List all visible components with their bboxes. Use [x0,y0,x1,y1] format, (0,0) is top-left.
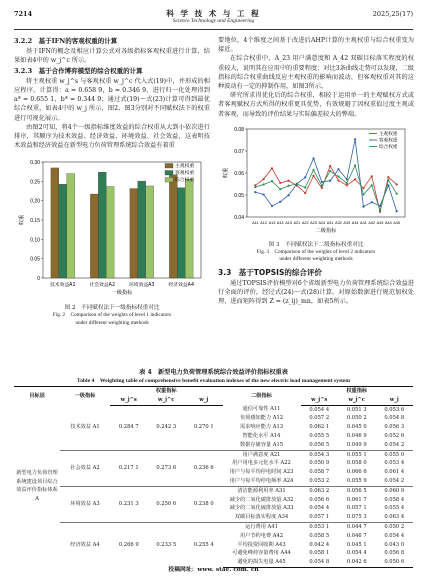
bar [169,175,177,278]
x-tick-label: A11 [252,220,259,225]
legend-swatch [165,164,173,169]
cell-level2-weight: 0.046 7 [346,532,367,539]
table-row [14,405,413,414]
data-point [387,184,389,186]
x-tick-label: A34 [351,220,359,225]
data-point [362,205,364,207]
journal-title-en: Science Technology and Engineering [172,18,255,24]
data-point [254,191,256,193]
figure-3 [221,123,411,241]
bar [98,173,106,279]
cell-level2-name: 需求响应能力 A13 [239,424,284,431]
cell-level1-name: 经济效益 A4 [60,522,110,567]
cell-level2-weight: 0.063 4 [384,514,405,521]
x-tick-label: A21 [293,220,301,225]
figure-2 [17,154,207,304]
cell-level2-weight: 0.058 7 [309,469,330,476]
figure-2-caption-cn: 图 2 不同赋权法下一级指标权重对比 [64,305,160,312]
cell-level2-weight: 0.053 1 [301,522,339,531]
bar [138,182,146,279]
x-tick-label: 经济效益A4 [168,283,195,289]
cell-level2-weight: 0.066 6 [346,469,367,476]
data-point [312,157,314,159]
bar [51,168,59,278]
cell-level1-name: 社会效益 A2 [60,450,110,486]
page-number: 7214 [14,10,33,18]
section-3-3-title: 3.3 基于TOPSIS的综合评价 [218,267,322,277]
cell-level2-weight: 0.058 5 [309,532,330,539]
cell-level1-ws: 0.217 1 [110,450,148,486]
data-point [271,167,273,169]
data-point [362,187,364,189]
left-column [14,36,210,327]
right-column [218,36,414,307]
cell-level2-name: 运行费用 A41 [223,522,301,531]
section-3-2-3-title: 3.2.3 基于合作博弈模型的综合权重的计算 [14,66,143,75]
cell-level2-weight: 0.075 3 [346,514,367,521]
data-point [312,169,314,171]
table-row [14,450,413,459]
cell-level2-name: 负荷感知能力 A12 [239,415,284,422]
data-point [263,178,265,180]
section-3-2-3-paragraph-1: 将主观权重 w_j^s 与客观权重 w_j^c 代入式(19)中，并形成的相应程序，计算得：a = 0.658 9，b = 0.346 9，进行归一化处理得到 a* = 0.655 1，b* = 0.344 9；通过式(19)～式(23)计算可得到最优综合权重，如表4中的 w_j 所示，图2、图3分别对不同赋权法下的权重进行可视化展示。 [14,77,210,122]
cell-level2-weight: 0.056 5 [309,441,330,448]
x-tick-label: A12 [260,220,268,225]
x-tick-label: A14 [276,220,284,225]
th-ws-2: w_j^s [301,396,339,405]
y-tick-label: 0.04 [234,214,244,221]
bar [90,194,98,278]
section-3-2-2-title: 3.2.2 基于IFN的客观权重的计算 [14,37,118,45]
cell-level2-weight: 0.062 1 [309,424,330,431]
data-point [279,188,281,190]
data-point [329,179,331,181]
cell-level2-name: 用户用电多元化水平 A22 [232,460,291,467]
data-point [287,194,289,196]
cell-level2-weight: 0.050 6 [376,558,414,567]
cell-level2-weight: 0.054 3 [301,450,339,459]
data-point [396,183,398,185]
cell-level2-weight: 0.056 3 [384,424,405,431]
cell-level1-wc: 0.273 6 [148,450,186,486]
right-paragraph-3: 研究所求得优化后的综合权重，相较于运用单一的主观赋权方式或者客观赋权方式所得的权重更具优势，有效规避了因权重值过度主观或者客观，而导致的评价结果与实际偏差较大的弊端。 [218,92,414,118]
cell-level2-weight: 0.050 2 [346,415,367,422]
cell-level2-weight: 0.051 3 [346,406,367,413]
cell-level2-weight: 0.053 4 [384,460,405,467]
cell-level2-weight: 0.044 7 [338,522,376,531]
legend-label: 客观权重 [379,138,398,144]
figure-2-caption-en-line2: under different weighting methods [75,319,149,326]
x-tick-label: A43 [376,220,384,225]
figure-2-bar-chart [17,154,207,304]
cell-level2-weight: 0.050 9 [309,460,330,467]
th-wc-2: w_j^c [338,396,376,405]
journal-title-cn: 科 学 技 术 与 工 程 [166,9,261,18]
figure-3-caption-en: Fig. 3 Comparison of the weights of level 2 indicators [256,248,376,255]
table-row [14,522,413,531]
data-point [387,179,389,181]
cell-level1-w: 0.270 1 [193,424,214,431]
cell-level2-weight: 0.055 5 [309,432,330,439]
bar [67,174,75,278]
data-point [304,186,306,188]
th-target: 目标层 [14,387,60,406]
cell-level2-weight: 0.053 2 [309,477,330,484]
data-point [321,187,323,189]
data-point [371,184,373,186]
cell-level2-weight: 0.057 2 [309,415,330,422]
data-point [371,201,373,203]
th-ws-1: w_j^s [110,396,148,405]
data-point [287,184,289,186]
cell-level1-ws: 0.231 3 [110,486,148,522]
cell-level2-name: 用户节约电费 A42 [239,532,284,539]
data-point [362,193,364,195]
cell-level2-name: 避免的损失电量 A45 [223,558,301,567]
section-3-3-paragraph: 通过TOPSIS评价模型对6个省级新型电力负荷管理系统综合效益进行全面的评价，经过式(24)～式(28)计算，对原始数据进行规范加权处理，进而矩阵得到 Z = (z_ij)_mn，如表5所示。 [218,280,414,306]
cell-level2-weight: 0.055 0 [376,450,414,459]
x-tick-label: A24 [318,220,326,225]
figure-3-caption-en-line2: under different weighting methods [279,256,353,263]
x-tick-label: A13 [268,220,276,225]
right-paragraph-1: 要地位，4个维度之间基于改进后AHP计算的主观权重与综合权重变为接近。 [218,37,414,54]
data-point [296,183,298,185]
cell-level1-wc: 0.242 3 [156,424,177,431]
cell-level2-weight: 0.050 2 [376,522,414,531]
data-point [354,138,356,140]
cell-level1-w: 0.236 6 [185,450,223,486]
cell-level2-name: 数据存储容量 A15 [239,441,284,448]
section-3-2-3-paragraph-2: 由图2可知，将4个一级指标维度效益的综合权重从大到小依次进行排序，其顺序为技术效益、经济效益、环境效益、社会效益，这表明技术效益和经济效益在新型电力负荷管理系统综合效益有着重 [14,123,210,150]
cell-level2-weight: 0.056 5 [338,486,376,495]
y-tick-label: 0.10 [30,237,40,244]
th-wc-1: w_j^c [148,396,186,405]
data-point [396,192,398,194]
page-header [14,8,413,30]
data-point [279,182,281,184]
cell-level2-weight: 0.045 1 [346,541,367,548]
cell-level2-weight: 0.053 6 [384,406,405,413]
data-point [271,180,273,182]
cell-level2-name: 用户与每平均停电时间 A23 [229,469,294,476]
cell-level2-name: 智能化水平 A14 [242,432,281,439]
cell-level2-name: 双碳目标落实程度 A34 [234,514,289,521]
cell-level2-name: 用户满意度 A21 [223,450,301,459]
cell-level2-weight: 0.055 4 [384,505,405,512]
data-point [263,183,265,185]
legend-label: 主观权重 [175,164,195,170]
cell-level2-name: 清洁能源利用率 A31 [223,486,301,495]
y-tick-label: 0.08 [234,126,244,133]
x-tick-label: A44 [384,220,392,225]
cell-level2-weight: 0.054 2 [384,441,405,448]
data-point [346,184,348,186]
cell-level2-weight: 0.052 6 [384,432,405,439]
th-w-1: w_j [185,396,223,405]
bar [130,189,138,278]
cell-level2-weight: 0.045 0 [346,424,367,431]
data-point [379,209,381,211]
y-tick-label: 0.20 [30,199,40,206]
cell-level2-weight: 0.046 9 [346,432,367,439]
data-point [337,175,339,177]
cell-level1-name: 技术效益 A1 [70,423,100,430]
th-weight-index-2: 权重指标 [301,387,414,396]
cell-level2-weight: 0.058 0 [346,460,367,467]
cell-level1-ws: 0.266 9 [110,522,148,567]
legend-swatch [165,171,173,176]
x-tick-label: A42 [368,220,376,225]
journal-issue: 2025,25(17) [372,10,413,18]
data-point [396,210,398,212]
cell-level2-weight: 0.042 6 [338,558,376,567]
data-point [271,205,273,207]
data-point [312,175,314,177]
bar [59,185,67,279]
cell-level2-weight: 0.054 8 [384,415,405,422]
data-point [329,170,331,172]
legend-label: 主观权重 [379,131,398,137]
cell-level2-name: 用户与每平均停电频率 A24 [229,477,294,484]
table-4 [14,386,413,568]
th-w-2: w_j [376,396,414,405]
cell-level2-weight: 0.056 6 [309,496,330,503]
cell-level2-name: 减少的二氧化碳排放量 A32 [229,496,294,503]
y-axis-label: 权重 [19,215,25,226]
cell-level2-weight: 0.063 2 [301,486,339,495]
cell-level2-weight: 0.057 1 [309,514,330,521]
legend-label: 客观权重 [175,171,195,177]
legend-label: 综合权重 [379,144,398,150]
bar [106,187,114,278]
data-point [346,182,348,184]
y-tick-label: 0.15 [30,218,40,225]
cell-level2-weight: 0.054 4 [309,406,330,413]
cell-level2-weight: 0.057 1 [346,505,367,512]
y-tick-label: 0.25 [30,179,40,186]
cell-level2-weight: 0.054 8 [301,558,339,567]
figure-2-caption-en: Fig. 2 Comparison of the weights of level 1 indicators [52,312,172,319]
data-point [337,168,339,170]
cell-level1-name: 环境效益 A3 [60,486,110,522]
x-tick-label: 社会效益A2 [89,283,116,289]
data-point [321,184,323,186]
data-point [346,178,348,180]
data-point [354,178,356,180]
cell-level2-weight: 0.061 7 [346,496,367,503]
data-point [371,175,373,177]
right-paragraph-2: 在综合权重中，A_23 用户满意度和 A_42 双碳目标落实程度的权重较大，说明其在应用中的重要程度；对比3条曲线走势可以发现，二级指标的综合权重曲线反应主观权重的影响而波动，但客观权重对其的这种波动有一定的抑制作用，如图3所示。 [218,55,414,91]
cell-level2-name: 通信可靠性 A11 [242,406,281,413]
legend-label: 综合权重 [175,178,195,184]
cell-level2-name: 平均投资回收期 A43 [237,541,286,548]
cell-level1-wc: 0.250 6 [148,486,186,522]
x-tick-label: A32 [335,220,342,225]
cell-level2-weight: 0.056 8 [384,550,405,557]
data-point [329,165,331,167]
y-tick-label: 0.05 [30,257,40,264]
cell-level2-weight: 0.058 4 [384,496,405,503]
data-point [304,192,306,194]
cell-target: 新型电力负荷管理系统建设项目综合效益评价指标体系 A [16,470,58,502]
cell-level2-weight: 0.055 1 [338,450,376,459]
x-tick-label: A45 [393,220,401,225]
table-4-body [14,405,413,567]
data-point [254,186,256,188]
x-tick-label: A33 [343,220,351,225]
th-level2: 二级指标 [223,387,301,406]
cell-level2-weight: 0.054 4 [384,532,405,539]
y-tick-label: 0 [37,276,40,283]
y-tick-label: 0.06 [234,170,244,177]
x-tick-label: A23 [310,220,317,225]
cell-level2-weight: 0.049 9 [346,441,367,448]
y-tick-label: 0.07 [234,148,244,155]
data-point [287,179,289,181]
x-tick-label: A15 [285,220,292,225]
cell-level2-weight: 0.054 2 [384,477,405,484]
cell-level2-weight: 0.054 4 [309,505,330,512]
table-4-title-en: Table 4 Weighting table of comprehensive benefit evaluation indexes of the new electric load management system [76,378,351,384]
y-tick-label: 0.05 [234,192,244,199]
data-point [354,164,356,166]
x-tick-label: 环境效益A3 [128,283,155,289]
table-4-title-cn: 表 4 新型电力负荷管理系统综合效益评价指标权重表 [139,369,288,376]
cell-level2-weight: 0.055 9 [346,477,367,484]
data-point [337,179,339,181]
cell-level1-w: 0.255 4 [185,522,223,567]
x-tick-label: A31 [326,220,334,225]
data-point [263,193,265,195]
x-tick-label: A41 [360,220,367,225]
figure-3-line-chart [221,123,411,241]
cell-level2-name: 减少的二氧化硫排放量 A33 [229,505,294,512]
data-point [279,201,281,203]
cell-level1-wc: 0.233 5 [148,522,186,567]
cell-level2-weight: 0.043 0 [384,541,405,548]
series-line [255,166,396,212]
section-3-2-2-paragraph: 基于IFN的概念及相应计算公式对各级指标客观权重进行计算，结果如表4中的 w_j^c 所示。 [14,48,210,65]
data-point [321,181,323,183]
cell-level2-weight: 0.060 9 [376,486,414,495]
bar [177,188,185,278]
cell-level2-weight: 0.061 4 [384,469,405,476]
x-tick-label: A22 [301,220,309,225]
x-tick-label: 技术效益A1 [49,283,76,289]
x-axis-label: 一级指标 [111,290,133,297]
page-footer: 投稿网址：www. stae. com. cn [168,567,259,573]
cell-level1-w: 0.238 0 [185,486,223,522]
th-level1: 一级指标 [60,387,110,406]
th-weight-index-1: 权重指标 [110,387,223,396]
y-axis-label: 权重 [223,167,229,179]
bar [146,186,154,278]
cell-level1-ws: 0.284 7 [118,424,139,431]
cell-level2-weight: 0.054 4 [346,550,367,557]
series-line [255,139,396,211]
cell-level2-name: 可避免峰荷容量费用 A44 [232,550,291,557]
legend-swatch [165,178,173,183]
data-point [387,176,389,178]
table-row [14,486,413,495]
figure-3-caption-cn: 图 3 不同赋权法下二级指标权重对比 [268,241,364,248]
cell-level2-weight: 0.058 1 [309,550,330,557]
bar [185,180,193,279]
cell-level2-weight: 0.042 4 [309,541,330,548]
y-tick-label: 0.30 [30,160,40,167]
data-point [304,176,306,178]
x-axis-label: 二级指标 [315,227,337,234]
